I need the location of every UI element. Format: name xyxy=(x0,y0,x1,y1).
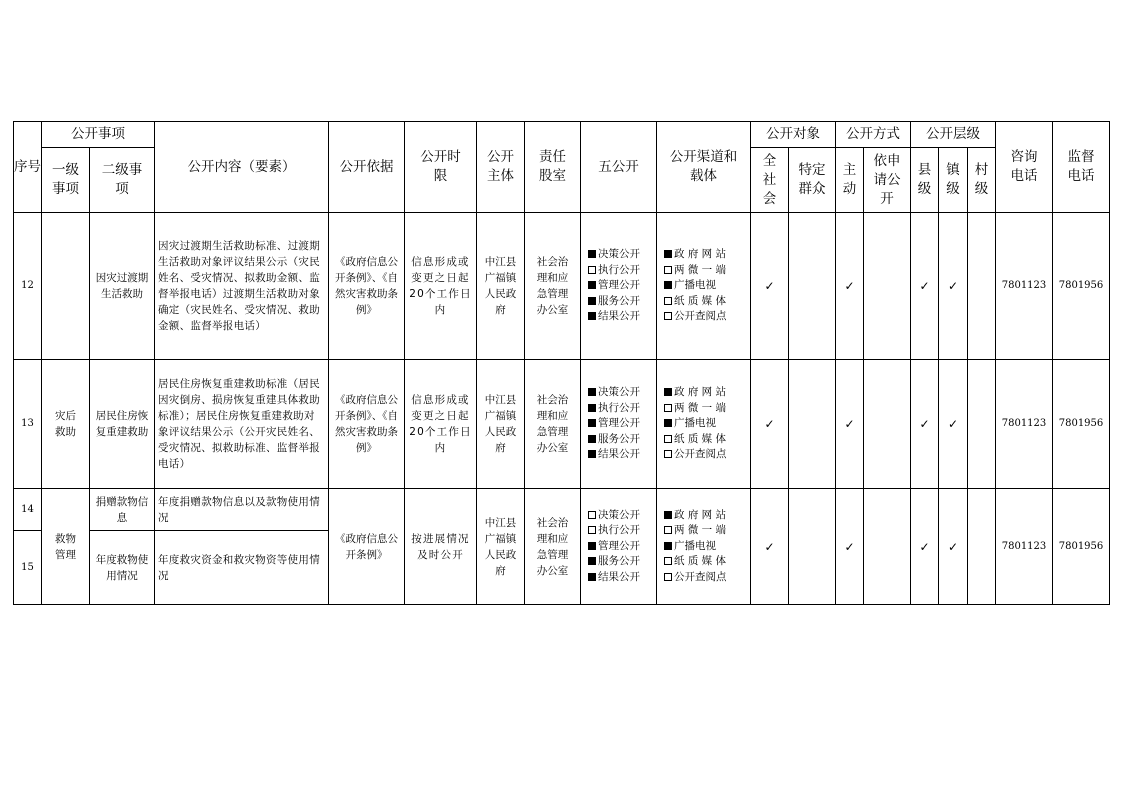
row-level1-empty xyxy=(42,213,90,360)
checkbox-empty-icon xyxy=(588,266,596,274)
checkbox-checked-icon xyxy=(588,388,596,396)
five-option: 决策公开 xyxy=(588,247,656,263)
checkbox-empty-icon xyxy=(588,511,596,519)
row-basis: 《政府信息公开条例》、《自然灾害救助条例》 xyxy=(329,213,405,360)
cell-specific-group xyxy=(789,489,836,605)
header-row-top xyxy=(14,122,1110,148)
row-seq: 15 xyxy=(14,531,42,605)
channel-option: 纸 质 媒 体 xyxy=(664,294,750,310)
five-option: 服务公开 xyxy=(588,432,656,448)
check-county: ✓ xyxy=(911,213,939,360)
row-content: 居民住房恢复重建救助标准（居民因灾倒房、损房恢复重建具体救助标准）；居民住房恢复重建救助对象评议结果公示（公开灾民姓名、受灾情况、拟救助标准、监督举报电话） xyxy=(155,360,329,489)
checkbox-empty-icon xyxy=(664,573,672,581)
row-dept: 社会治理和应急管理办公室 xyxy=(525,360,581,489)
header-subject: 公开主体 xyxy=(477,122,525,213)
five-option: 管理公开 xyxy=(588,278,656,294)
checkbox-checked-icon xyxy=(664,250,672,258)
row-content: 因灾过渡期生活救助标准、过渡期生活救助对象评议结果公示（灾民姓名、受灾情况、拟救助金额、监督举报电话）过渡期生活救助对象确定（灾民姓名、受灾情况、救助金额、监督举报电话） xyxy=(155,213,329,360)
check-all-society: ✓ xyxy=(751,360,789,489)
row-level1: 灾后救助 xyxy=(42,360,90,489)
checkbox-checked-icon xyxy=(588,557,596,565)
row-supervise: 7801956 xyxy=(1053,213,1110,360)
header-basis: 公开依据 xyxy=(329,122,405,213)
five-option: 服务公开 xyxy=(588,294,656,310)
five-option: 结果公开 xyxy=(588,309,656,325)
checkbox-checked-icon xyxy=(588,435,596,443)
channel-option: 广播电视 xyxy=(664,539,750,555)
five-option: 服务公开 xyxy=(588,554,656,570)
row-time: 信息形成或变更之日起20个工作日内 xyxy=(405,360,477,489)
channel-option: 两 微 一 端 xyxy=(664,263,750,279)
header-county: 县级 xyxy=(911,148,939,213)
checkbox-checked-icon xyxy=(588,542,596,550)
checkbox-checked-icon xyxy=(588,312,596,320)
row-level2: 因灾过渡期生活救助 xyxy=(90,213,155,360)
channel-option: 公开查阅点 xyxy=(664,309,750,325)
row-time: 按进展情况及时公开 xyxy=(405,489,477,605)
row-seq: 13 xyxy=(14,360,42,489)
cell-on-request xyxy=(864,360,911,489)
table-row xyxy=(14,360,1110,489)
table-row xyxy=(14,489,1110,531)
checkbox-checked-icon xyxy=(588,297,596,305)
row-subject: 中江县广福镇人民政府 xyxy=(477,213,525,360)
row-dept: 社会治理和应急管理办公室 xyxy=(525,489,581,605)
check-town: ✓ xyxy=(939,213,968,360)
channel-option: 广播电视 xyxy=(664,278,750,294)
check-active: ✓ xyxy=(836,360,864,489)
checkbox-checked-icon xyxy=(664,511,672,519)
check-all-society: ✓ xyxy=(751,213,789,360)
row-consult: 7801123 xyxy=(996,213,1053,360)
header-on-request: 依申请公开 xyxy=(864,148,911,213)
check-county: ✓ xyxy=(911,360,939,489)
channel-option: 纸 质 媒 体 xyxy=(664,432,750,448)
checkbox-empty-icon xyxy=(588,526,596,534)
row-channel xyxy=(657,489,751,605)
checkbox-empty-icon xyxy=(664,450,672,458)
checkbox-empty-icon xyxy=(664,312,672,320)
five-option: 决策公开 xyxy=(588,508,656,524)
check-town: ✓ xyxy=(939,360,968,489)
checkbox-empty-icon xyxy=(664,297,672,305)
row-dept: 社会治理和应急管理办公室 xyxy=(525,213,581,360)
checkbox-checked-icon xyxy=(588,450,596,458)
header-target-group: 公开对象 xyxy=(751,122,836,148)
five-option: 执行公开 xyxy=(588,401,656,417)
five-option: 结果公开 xyxy=(588,570,656,586)
row-channel xyxy=(657,213,751,360)
checkbox-checked-icon xyxy=(588,250,596,258)
channel-option: 政 府 网 站 xyxy=(664,247,750,263)
header-time: 公开时限 xyxy=(405,122,477,213)
cell-village xyxy=(968,360,996,489)
row-time: 信息形成或变更之日起20个工作日内 xyxy=(405,213,477,360)
checkbox-checked-icon xyxy=(588,419,596,427)
header-active: 主动 xyxy=(836,148,864,213)
five-option: 管理公开 xyxy=(588,539,656,555)
checkbox-empty-icon xyxy=(664,526,672,534)
header-village: 村级 xyxy=(968,148,996,213)
row-level1: 救物管理 xyxy=(42,489,90,605)
header-town: 镇级 xyxy=(939,148,968,213)
header-dept: 责任股室 xyxy=(525,122,581,213)
row-basis: 《政府信息公开条例》、《自然灾害救助条例》 xyxy=(329,360,405,489)
row-basis: 《政府信息公开条例》 xyxy=(329,489,405,605)
channel-option: 公开查阅点 xyxy=(664,570,750,586)
five-option: 执行公开 xyxy=(588,523,656,539)
row-five-public xyxy=(581,213,657,360)
check-town: ✓ xyxy=(939,489,968,605)
disclosure-table xyxy=(13,121,1110,605)
header-level-group: 公开层级 xyxy=(911,122,996,148)
channel-option: 政 府 网 站 xyxy=(664,385,750,401)
five-option: 决策公开 xyxy=(588,385,656,401)
channel-option: 纸 质 媒 体 xyxy=(664,554,750,570)
header-supervise: 监督电话 xyxy=(1053,122,1110,213)
header-all-society: 全社会 xyxy=(751,148,789,213)
header-method-group: 公开方式 xyxy=(836,122,911,148)
header-specific-group: 特定群众 xyxy=(789,148,836,213)
channel-option: 政 府 网 站 xyxy=(664,508,750,524)
row-subject: 中江县广福镇人民政府 xyxy=(477,489,525,605)
cell-village xyxy=(968,213,996,360)
checkbox-empty-icon xyxy=(664,557,672,565)
cell-on-request xyxy=(864,213,911,360)
header-level1: 一级事项 xyxy=(42,148,90,213)
header-channel: 公开渠道和载体 xyxy=(657,122,751,213)
row-supervise: 7801956 xyxy=(1053,489,1110,605)
header-content: 公开内容（要素） xyxy=(155,122,329,213)
checkbox-empty-icon xyxy=(664,266,672,274)
row-subject: 中江县广福镇人民政府 xyxy=(477,360,525,489)
row-supervise: 7801956 xyxy=(1053,360,1110,489)
header-five: 五公开 xyxy=(581,122,657,213)
checkbox-empty-icon xyxy=(664,404,672,412)
row-level2: 捐赠款物信息 xyxy=(90,489,155,531)
row-five-public xyxy=(581,489,657,605)
channel-option: 广播电视 xyxy=(664,416,750,432)
row-level2: 年度救物使用情况 xyxy=(90,531,155,605)
row-seq: 14 xyxy=(14,489,42,531)
cell-on-request xyxy=(864,489,911,605)
row-consult: 7801123 xyxy=(996,360,1053,489)
channel-option: 公开查阅点 xyxy=(664,447,750,463)
header-seq: 序号 xyxy=(14,122,42,213)
checkbox-checked-icon xyxy=(664,388,672,396)
cell-specific-group xyxy=(789,360,836,489)
row-consult: 7801123 xyxy=(996,489,1053,605)
check-active: ✓ xyxy=(836,489,864,605)
checkbox-checked-icon xyxy=(588,573,596,581)
header-consult: 咨询电话 xyxy=(996,122,1053,213)
checkbox-checked-icon xyxy=(588,404,596,412)
checkbox-empty-icon xyxy=(664,435,672,443)
check-all-society: ✓ xyxy=(751,489,789,605)
checkbox-checked-icon xyxy=(588,281,596,289)
table-row xyxy=(14,213,1110,360)
channel-option: 两 微 一 端 xyxy=(664,401,750,417)
checkbox-checked-icon xyxy=(664,542,672,550)
five-option: 执行公开 xyxy=(588,263,656,279)
row-seq: 12 xyxy=(14,213,42,360)
row-channel xyxy=(657,360,751,489)
check-active: ✓ xyxy=(836,213,864,360)
row-content: 年度救灾资金和救灾物资等使用情况 xyxy=(155,531,329,605)
checkbox-checked-icon xyxy=(664,281,672,289)
five-option: 管理公开 xyxy=(588,416,656,432)
row-five-public xyxy=(581,360,657,489)
check-county: ✓ xyxy=(911,489,939,605)
channel-option: 两 微 一 端 xyxy=(664,523,750,539)
cell-specific-group xyxy=(789,213,836,360)
checkbox-checked-icon xyxy=(664,419,672,427)
five-option: 结果公开 xyxy=(588,447,656,463)
row-level2: 居民住房恢复重建救助 xyxy=(90,360,155,489)
row-content: 年度捐赠款物信息以及款物使用情况 xyxy=(155,489,329,531)
header-level2: 二级事项 xyxy=(90,148,155,213)
cell-village xyxy=(968,489,996,605)
header-items-group: 公开事项 xyxy=(42,122,155,148)
